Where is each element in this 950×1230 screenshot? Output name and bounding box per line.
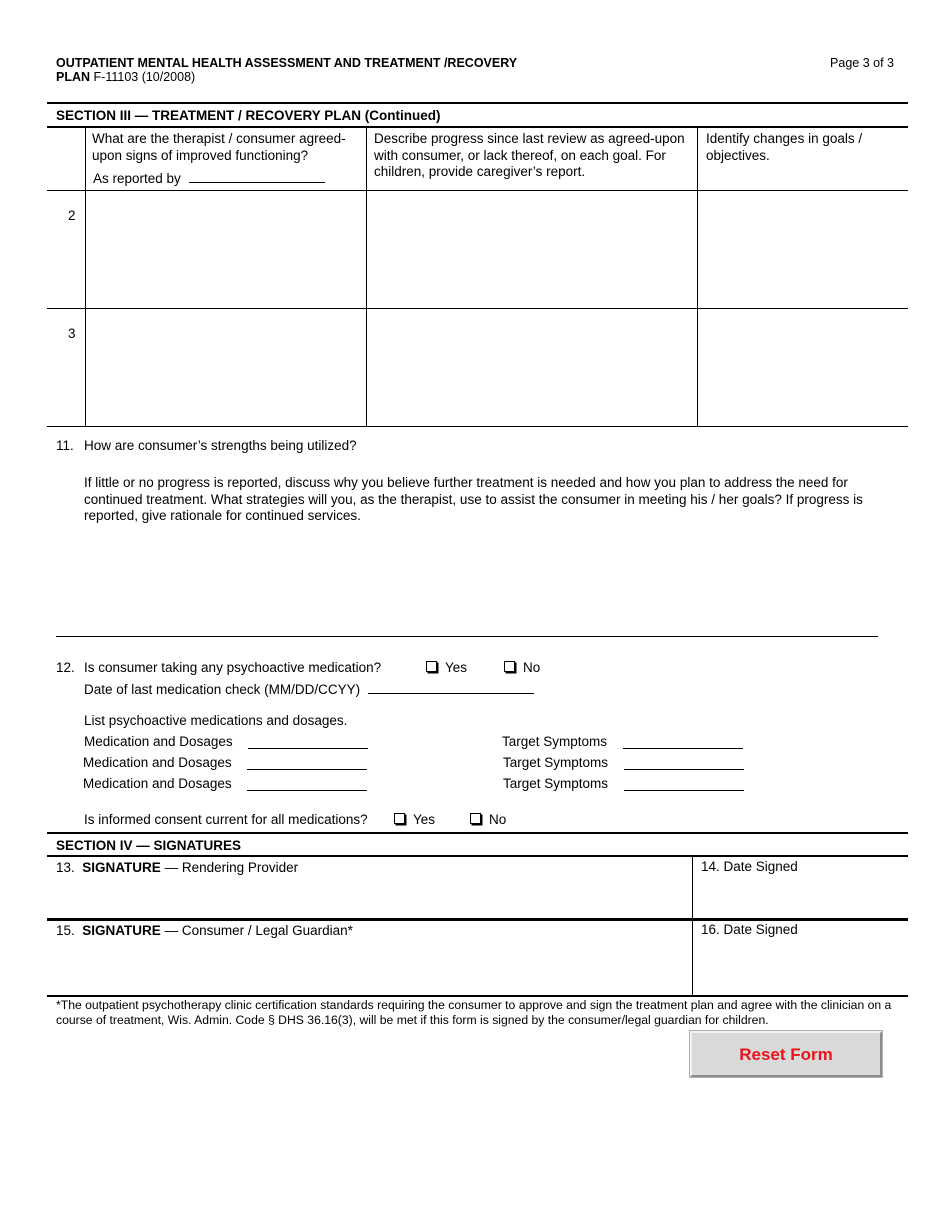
q12-question: Is consumer taking any psychoactive medication? bbox=[84, 660, 382, 675]
row2-changes-field[interactable] bbox=[698, 191, 907, 308]
q11-response-line bbox=[56, 636, 878, 637]
date14-label: 14. Date Signed bbox=[701, 859, 798, 874]
row-number-2: 2 bbox=[68, 208, 76, 223]
section4-top-border bbox=[47, 832, 908, 834]
row3-signs-field[interactable] bbox=[86, 309, 366, 426]
section4-header-border bbox=[47, 855, 908, 857]
sig15-field[interactable] bbox=[56, 941, 686, 991]
col2-header: Describe progress since last review as agreed-upon with consumer, or lack thereof, on each goal. For children, provide caregiver’s report. bbox=[374, 131, 685, 179]
med-label-1: Medication and Dosages bbox=[84, 734, 233, 749]
med-list-label: List psychoactive medications and dosages. bbox=[84, 713, 348, 728]
target-label-3: Target Symptoms bbox=[503, 776, 609, 791]
target-label-1: Target Symptoms bbox=[502, 734, 608, 749]
sig13-divider bbox=[692, 856, 693, 918]
med-field-3[interactable] bbox=[247, 776, 367, 791]
consent-question: Is informed consent current for all medications? bbox=[84, 812, 368, 827]
q11-instructions: If little or no progress is reported, discuss why you believe further treatment is needed and how you plan to address the need for continued treatment. What strategies will you, as the therapist, use to assist the consumer in meeting his / her goals? If progress is reported, give rationale for continued services. bbox=[84, 475, 863, 523]
section3-top-border bbox=[47, 102, 908, 104]
date16-label: 16. Date Signed bbox=[701, 922, 798, 937]
consent-yes-checkbox[interactable] bbox=[394, 813, 405, 824]
q12-number: 12. bbox=[56, 660, 75, 675]
sig15-bold: SIGNATURE bbox=[82, 923, 161, 938]
col1-header: What are the therapist / consumer agreed-upon signs of improved functioning? bbox=[92, 131, 346, 163]
q12-no-checkbox[interactable] bbox=[504, 661, 515, 672]
sig13-bold: SIGNATURE bbox=[82, 860, 161, 875]
reset-form-button[interactable]: Reset Form bbox=[690, 1031, 882, 1077]
q12-yes-option[interactable] bbox=[426, 660, 467, 677]
sig13-label bbox=[56, 860, 298, 877]
sig13-role: — Rendering Provider bbox=[164, 860, 299, 875]
q12-no-option[interactable] bbox=[504, 660, 540, 677]
form-id: F-11103 (10/2008) bbox=[93, 70, 196, 84]
row2-progress-field[interactable] bbox=[367, 191, 697, 308]
q11-response-field[interactable] bbox=[56, 528, 878, 634]
form-title-plan: PLAN bbox=[56, 70, 91, 84]
reported-by-field[interactable] bbox=[189, 168, 325, 183]
row-number-3: 3 bbox=[68, 326, 76, 341]
col3-header: Identify changes in goals / objectives. bbox=[706, 131, 863, 163]
form-title: OUTPATIENT MENTAL HEALTH ASSESSMENT AND TREATMENT /RECOVERY bbox=[56, 56, 518, 70]
consent-no-label: No bbox=[489, 812, 507, 827]
med-label-3: Medication and Dosages bbox=[83, 776, 232, 791]
date16-field[interactable] bbox=[701, 940, 901, 990]
sig13-number: 13. bbox=[56, 860, 75, 875]
consent-yes-option[interactable] bbox=[394, 812, 435, 829]
sig15-number: 15. bbox=[56, 923, 75, 938]
med-label-2: Medication and Dosages bbox=[83, 755, 232, 770]
row3-progress-field[interactable] bbox=[367, 309, 697, 426]
med-check-label: Date of last medication check (MM/DD/CCYY) bbox=[84, 682, 361, 697]
sig15-label bbox=[56, 923, 353, 940]
row2-signs-field[interactable] bbox=[86, 191, 366, 308]
target-label-2: Target Symptoms bbox=[503, 755, 609, 770]
reported-by-row bbox=[93, 168, 325, 188]
page-number: Page 3 of 3 bbox=[830, 56, 894, 70]
q12-yes-label: Yes bbox=[445, 660, 468, 675]
med-check-date-field[interactable] bbox=[368, 679, 534, 694]
section4-title: SECTION IV — SIGNATURES bbox=[56, 838, 242, 853]
reported-by-label: As reported by bbox=[93, 171, 181, 186]
section4-bottom-border bbox=[47, 995, 908, 997]
q12-yes-checkbox[interactable] bbox=[426, 661, 437, 672]
row-divider-3 bbox=[47, 426, 908, 427]
med-field-1[interactable] bbox=[248, 734, 368, 749]
section3-title: SECTION III — TREATMENT / RECOVERY PLAN (Continued) bbox=[56, 108, 441, 123]
section3-header-border bbox=[47, 126, 908, 128]
target-field-3[interactable] bbox=[624, 776, 744, 791]
med-check-row bbox=[84, 679, 534, 699]
consent-no-option[interactable] bbox=[470, 812, 506, 829]
consent-yes-label: Yes bbox=[413, 812, 436, 827]
sig-row-divider bbox=[47, 918, 908, 921]
sig15-role: — Consumer / Legal Guardian* bbox=[164, 923, 353, 938]
form-title-line2 bbox=[56, 70, 195, 84]
sig15-divider bbox=[692, 920, 693, 996]
row3-changes-field[interactable] bbox=[698, 309, 907, 426]
date14-field[interactable] bbox=[701, 877, 901, 915]
q12-no-label: No bbox=[523, 660, 541, 675]
target-field-2[interactable] bbox=[624, 755, 744, 770]
sig13-field[interactable] bbox=[56, 878, 686, 916]
target-field-1[interactable] bbox=[623, 734, 743, 749]
consent-no-checkbox[interactable] bbox=[470, 813, 481, 824]
q11-number: 11. bbox=[56, 438, 74, 453]
footnote: *The outpatient psychotherapy clinic certification standards requiring the consumer to approve and sign the treatment plan and agree with the clinician on a course of treatment, Wis. Admin. Code § DHS 36.16(3), will be met if this form is signed by the consumer/legal guardian for children. bbox=[56, 998, 892, 1027]
q11-question: How are consumer’s strengths being utilized? bbox=[84, 438, 357, 453]
med-field-2[interactable] bbox=[247, 755, 367, 770]
